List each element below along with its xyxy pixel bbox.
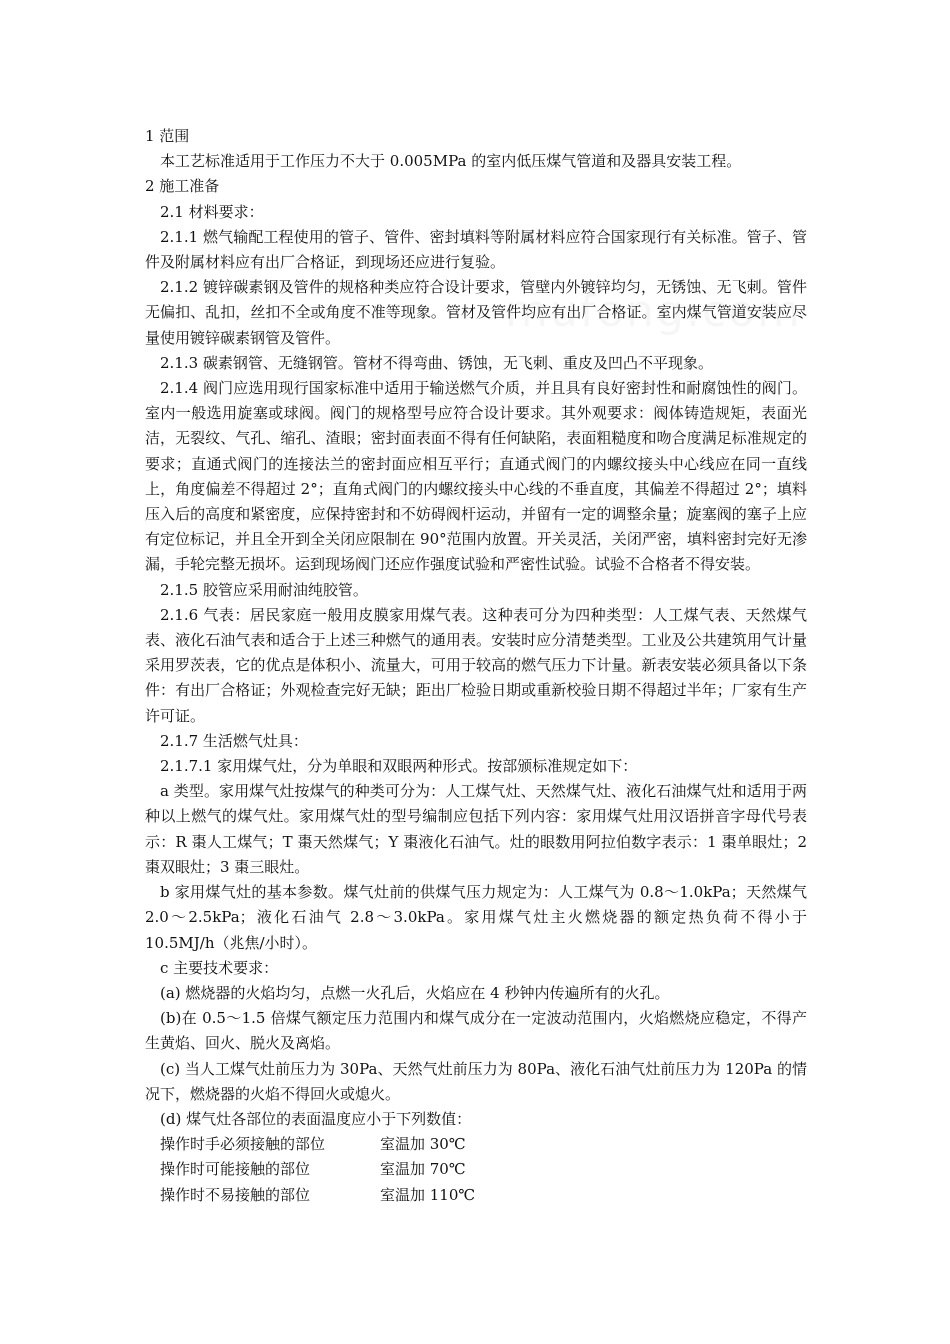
paragraph-c-a: (a) 燃烧器的火焰均匀，点燃一火孔后，火焰应在 4 秒钟内传遍所有的火孔。 (160, 983, 670, 1002)
paragraph-2-1-4: 2.1.4 阀门应选用现行国家标准中适用于输送燃气介质，并且具有良好密封性和耐腐蚀性的阀门。室内一般选用旋塞或球阀。阀门的规格型号应符合设计要求。其外观要求：阀体铸造规矩，表面光洁，无裂纹、气孔、缩孔、渣眼；密封面表面不得有任何缺陷，表面粗糙度和吻合度满足标准规定的要求；直通式阀门的连接法兰的密封面应相互平行；直通式阀门的内螺纹接头中心线应在同一直线上，角度偏差不得超过 2°；直角式阀门的内螺纹接头中心线的不垂直度，其偏差不得超过 2°；填料压入后的高度和紧密度，应保持密封和不妨碍阀杆运动，并留有一定的调整余量；旋塞阀的塞子上应有定位标记，并且全开到全关闭应限制在 90°范围内放置。开关灵活，关闭严密，填料密封完好无渗漏，手轮完整无损坏。运到现场阀门还应作强度试验和严密性试验。试验不合格者不得安装。 (145, 379, 807, 574)
paragraph-c-b: (b)在 0.5～1.5 倍煤气额定压力范围内和煤气成分在一定波动范围内，火焰燃烧应稳定，不得产生黄焰、回火、脱火及离焰。 (145, 1009, 807, 1053)
temperature-value: 室温加 110℃ (380, 1185, 476, 1204)
paragraph-2-1-5: 2.1.5 胶管应采用耐油纯胶管。 (160, 580, 368, 599)
paragraph-2-1-7-1: 2.1.7.1 家用煤气灶，分为单眼和双眼两种形式。按部颁标准规定如下： (160, 757, 638, 776)
paragraph-2-1-6: 2.1.6 气表：居民家庭一般用皮膜家用煤气表。这种表可分为四种类型：人工煤气表、天然煤气表、液化石油气表和适合于上述三种燃气的通用表。安装时应分清楚类型。工业及公共建筑用气计量采用罗茨表，它的优点是体积小、流量大，可用于较高的燃气压力下计量。新表安装必须具备以下条件：有出厂合格证；外观检查完好无缺；距出厂检验日期或重新校验日期不得超过半年；厂家有生产许可证。 (145, 605, 807, 725)
temperature-value: 室温加 30℃ (380, 1135, 466, 1154)
paragraph-2-1-3: 2.1.3 碳素钢管、无缝钢管。管材不得弯曲、锈蚀，无飞刺、重皮及凹凸不平现象。 (160, 353, 713, 372)
temperature-row (145, 1183, 807, 1208)
section-heading-2: 2 施工准备 (145, 177, 220, 196)
paragraph-c-requirements: c 主要技术要求： (160, 958, 279, 977)
temperature-row (145, 1157, 807, 1182)
temperature-part: 操作时手必须接触的部位 (160, 1135, 326, 1154)
temperature-part: 操作时不易接触的部位 (160, 1185, 311, 1204)
paragraph-a-types: a 类型。家用煤气灶按煤气的种类可分为：人工煤气灶、天然煤气灶、液化石油煤气灶和适用于两种以上燃气的煤气灶。家用煤气灶的型号编制应包括下列内容：家用煤气灶用汉语拼音字母代号表示：R 棗人工煤气；T 棗天然煤气；Y 棗液化石油气。灶的眼数用阿拉伯数字表示：1 棗单眼灶；2 棗双眼灶；3 棗三眼灶。 (145, 782, 807, 876)
paragraph-c-d: (d) 煤气灶各部位的表面温度应小于下列数值： (160, 1109, 472, 1128)
paragraph-c-c: (c) 当人工煤气灶前压力为 30Pa、天然气灶前压力为 80Pa、液化石油气灶前压力为 120Pa 的情况下，燃烧器的火焰不得回火或熄火。 (145, 1059, 807, 1103)
document-page (145, 124, 807, 1208)
temperature-value: 室温加 70℃ (380, 1160, 466, 1179)
temperature-row (145, 1132, 807, 1157)
paragraph-b-parameters: b 家用煤气灶的基本参数。煤气灶前的供煤气压力规定为：人工煤气为 0.8～1.0kPa；天然煤气 2.0～2.5kPa；液化石油气 2.8～3.0kPa。家用煤气灶主火燃烧器的额定热负荷不得小于 10.5MJ/h（兆焦/小时）。 (145, 883, 807, 952)
paragraph-2-1-2: 2.1.2 镀锌碳素钢及管件的规格种类应符合设计要求，管壁内外镀锌均匀，无锈蚀、无飞刺。管件无偏扣、乱扣，丝扣不全或角度不准等现象。管材及管件均应有出厂合格证。室内煤气管道安装应尽量使用镀锌碳素钢管及管件。 (145, 278, 807, 347)
paragraph-2-1-1: 2.1.1 燃气输配工程使用的管子、管件、密封填料等附属材料应符合国家现行有关标准。管子、管件及附属材料应有出厂合格证，到现场还应进行复验。 (145, 227, 807, 272)
section-heading-1: 1 范围 (145, 127, 190, 145)
paragraph-2-1-7: 2.1.7 生活燃气灶具： (160, 731, 308, 750)
temperature-part: 操作时可能接触的部位 (160, 1160, 311, 1179)
paragraph-scope: 本工艺标准适用于工作压力不大于 0.005MPa 的室内低压煤气管道和及器具安装工程。 (160, 152, 742, 171)
subsection-heading-2-1: 2.1 材料要求： (160, 202, 264, 221)
